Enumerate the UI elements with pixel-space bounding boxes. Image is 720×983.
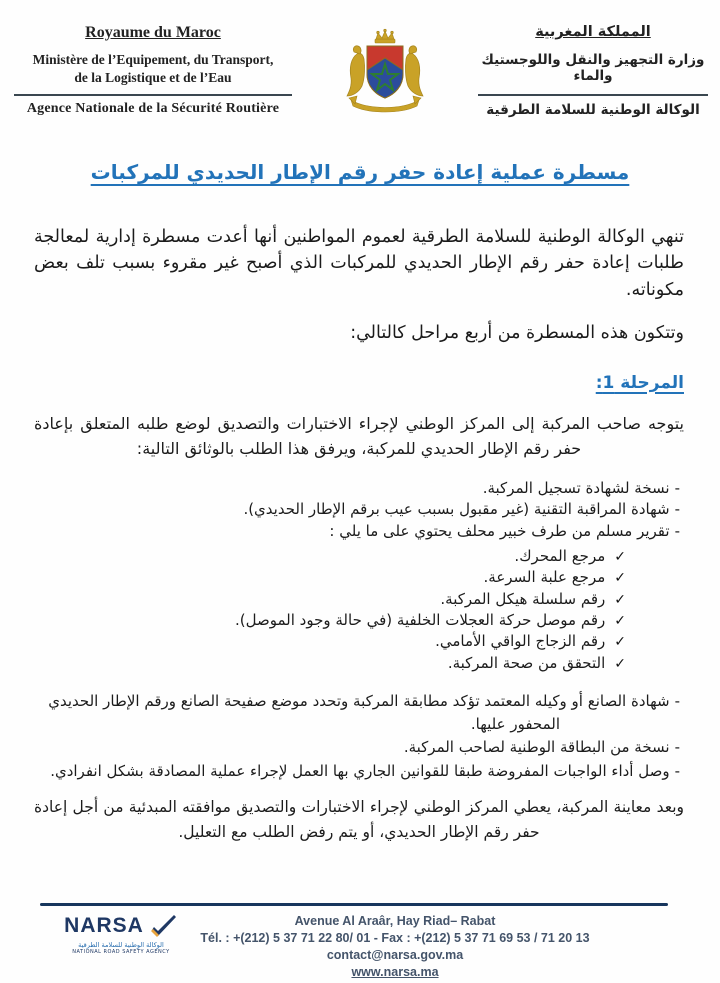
- header-divider-right: [478, 94, 708, 96]
- dash-bullet: -: [674, 738, 680, 757]
- checklist-item-text: التحقق من صحة المركبة.: [447, 653, 606, 672]
- checklist-item: [34, 546, 626, 567]
- intro-paragraph: تنهي الوكالة الوطنية للسلامة الطرقية لعموم المواطنين أنها أعدت مسطرة إدارية لمعالجة طلبات إعادة حفر رقم الإطار الحديدي للمركبات الذي أصبح غير مقروء بسبب تلف بعض مكوناته.: [34, 227, 684, 300]
- checklist-item-text: رقم موصل حركة العجلات الخلفية (في حالة وجود الموصل).: [235, 610, 606, 629]
- check-icon: ✓: [614, 634, 626, 651]
- document-list-item-text: شهادة المراقبة التقنية (غير مقبول بسبب عيب برقم الإطار الحديدي).: [243, 500, 670, 519]
- narsa-logo-text: NARSA: [64, 914, 144, 937]
- document-list-item-text: تقرير مسلم من طرف خبير محلف يحتوي على ما يلي :: [329, 522, 670, 541]
- footer-email-link[interactable]: contact@narsa.gov.ma: [326, 947, 464, 962]
- required-documents-list: [34, 478, 684, 543]
- stages-lead-in: وتتكون هذه المسطرة من أربع مراحل كالتالي:: [350, 323, 684, 344]
- document-list-item-text: نسخة لشهادة تسجيل المركبة.: [482, 478, 670, 497]
- document-title: مسطرة عملية إعادة حفر رقم الإطار الحديدي للمركبات: [90, 160, 630, 184]
- checklist-item: [34, 631, 626, 652]
- dash-bullet: -: [674, 522, 680, 541]
- document-footer: [0, 903, 720, 983]
- kingdom-title-ar: المملكة المغربية: [535, 24, 651, 40]
- letterhead-arabic: [478, 24, 708, 118]
- check-icon: ✓: [614, 591, 626, 608]
- agency-ar: الوكالة الوطنية للسلامة الطرقية: [486, 102, 700, 118]
- agency-fr: Agence Nationale de la Sécurité Routière: [26, 101, 280, 117]
- document-list-item: [34, 690, 680, 737]
- checklist-item: [34, 653, 626, 674]
- document-list-item: [34, 760, 680, 783]
- dash-bullet: -: [674, 500, 680, 519]
- document-list-item: [34, 499, 680, 521]
- checklist-item-text: رقم سلسلة هيكل المركبة.: [440, 589, 606, 608]
- expert-report-checklist: [34, 546, 684, 674]
- checklist-item-text: مرجع علبة السرعة.: [483, 568, 606, 587]
- check-icon: ✓: [614, 548, 626, 565]
- checklist-item: [34, 610, 626, 631]
- narsa-logo-english-subtitle: NATIONAL ROAD SAFETY AGENCY: [72, 949, 170, 955]
- document-list-item-text: شهادة الصانع أو وكيله المعتمد تؤكد مطابقة المركبة وتحدد موضع صفيحة الصانع ورقم الإطار الحديدي المحفور عليها.: [48, 691, 670, 734]
- additional-documents-list: [34, 690, 684, 783]
- check-icon: ✓: [614, 570, 626, 587]
- footer-divider: [40, 903, 668, 906]
- letterhead: [0, 0, 720, 126]
- checklist-item-text: مرجع المحرك.: [514, 546, 606, 565]
- stage-1-heading: المرحلة 1:: [595, 372, 684, 393]
- footer-website-link[interactable]: www.narsa.ma: [351, 964, 439, 979]
- narsa-logo-arabic-subtitle: الوكالة الوطنية للسلامة الطرقية: [78, 941, 164, 949]
- document-list-item-text: وصل أداء الواجبات المفروضة طبقا للقوانين الجاري بها العمل لإجراء عملية المصادقة بشكل انفرادي.: [50, 761, 670, 780]
- footer-phone-fax: Tél. : +(212) 5 37 71 22 80/ 01 - Fax : +(212) 5 37 71 69 53 / 71 20 13: [200, 930, 590, 945]
- check-icon: ✓: [614, 655, 626, 672]
- check-icon: ✓: [614, 612, 626, 629]
- dash-bullet: -: [674, 761, 680, 780]
- ministry-ar: وزارة التجهيز والنقل واللوجستيك والماء: [481, 52, 705, 84]
- dash-bullet: -: [674, 691, 680, 710]
- footer-contact-block: [150, 913, 640, 981]
- checklist-item: [34, 589, 626, 610]
- morocco-coat-of-arms-icon: [337, 26, 433, 122]
- stage-1-paragraph: يتوجه صاحب المركبة إلى المركز الوطني لإجراء الاختبارات والتصديق لوضع طلبه المتعلق بإعادة حفر رقم الإطار الحديدي للمركبة، ويرفق هذا الطلب بالوثائق التالية:: [34, 413, 684, 459]
- checklist-item: [34, 567, 626, 588]
- ministry-fr-line2: de la Logistique et de l’Eau: [74, 70, 232, 86]
- kingdom-title-fr: Royaume du Maroc: [85, 24, 221, 41]
- document-list-item: [34, 478, 680, 500]
- coat-of-arms: [330, 24, 440, 126]
- stage-1-closing-paragraph: وبعد معاينة المركبة، يعطي المركز الوطني لإجراء الاختبارات والتصديق موافقته المبدئية من أجل إعادة حفر رقم الإطار الحديدي، أو يتم رفض الطلب مع التعليل.: [34, 797, 684, 841]
- footer-address: Avenue Al Araâr, Hay Riad– Rabat: [294, 914, 496, 928]
- document-body: [0, 224, 720, 844]
- checklist-item-text: رقم الزجاج الواقي الأمامي.: [435, 632, 606, 651]
- document-list-item: [34, 736, 680, 759]
- document-list-item-text: نسخة من البطاقة الوطنية لصاحب المركبة.: [403, 738, 670, 757]
- header-divider-left: [14, 94, 292, 96]
- letterhead-french: [14, 24, 292, 117]
- document-list-item: [34, 521, 680, 543]
- dash-bullet: -: [674, 478, 680, 497]
- ministry-fr-line1: Ministère de l’Equipement, du Transport,: [32, 52, 274, 67]
